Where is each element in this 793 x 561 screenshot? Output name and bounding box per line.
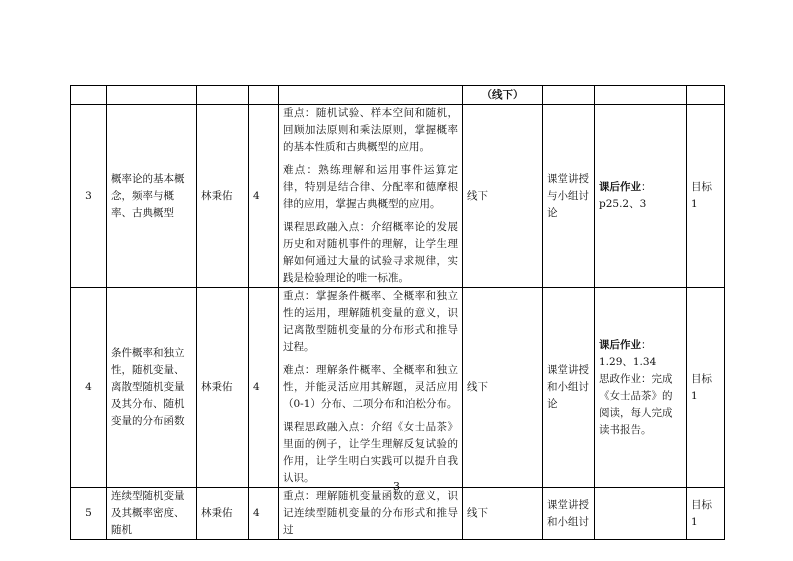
table-row <box>71 288 725 488</box>
cell-empty <box>197 86 249 105</box>
content-cell <box>279 488 463 540</box>
teacher-cell: 林秉佑 <box>197 288 249 488</box>
method-cell: 课堂讲授与小组讨论 <box>543 105 595 288</box>
row-number: 3 <box>71 105 107 288</box>
key-points: 重点：随机试验、样本空间和随机，回顾加法原则和乘法原则，掌握概率的基本性质和古典概型的应用。 <box>283 107 458 153</box>
content-cell <box>279 288 463 488</box>
table-header-row <box>71 86 725 105</box>
hours-cell: 4 <box>249 288 279 488</box>
row-number: 5 <box>71 488 107 540</box>
table-row <box>71 105 725 288</box>
cell-empty <box>249 86 279 105</box>
mode-cell: 线下 <box>463 288 543 488</box>
hours-cell: 4 <box>249 488 279 540</box>
ideological-points: 课程思政融入点：介绍《女士品茶》里面的例子，让学生理解反复试验的作用，让学生明白实践可以提升自我认识。 <box>283 421 458 484</box>
hours-cell: 4 <box>249 105 279 288</box>
homework-text: ：1.29、1.34 <box>599 338 657 368</box>
cell-empty <box>687 86 725 105</box>
key-points: 重点：掌握条件概率、全概率和独立性的运用，理解随机变量的意义，识记离散型随机变量的分布形式和推导过程。 <box>283 290 458 353</box>
homework-label: 课后作业 <box>599 338 641 351</box>
cell-empty <box>107 86 197 105</box>
difficult-points: 难点：理解条件概率、全概率和独立性，并能灵活应用其解题，灵活应用（0-1）分布、二项分布和泊松分布。 <box>283 364 458 410</box>
topic-cell: 连续型随机变量及其概率密度、随机 <box>107 488 197 540</box>
method-cell: 课堂讲授和小组讨 <box>543 488 595 540</box>
goal-cell: 目标 1 <box>687 488 725 540</box>
cell-empty <box>543 86 595 105</box>
content-cell <box>279 105 463 288</box>
topic-cell: 条件概率和独立性，随机变量、离散型随机变量及其分布、随机变量的分布函数 <box>107 288 197 488</box>
mode-cell: 线下 <box>463 105 543 288</box>
goal-cell: 目标 1 <box>687 288 725 488</box>
course-schedule-table <box>70 85 725 540</box>
homework-extra: 思政作业：完成《女士品茶》的阅读，每人完成读书报告。 <box>599 372 673 436</box>
topic-cell: 概率论的基本概念，频率与概率、古典概型 <box>107 105 197 288</box>
table-row <box>71 488 725 540</box>
teacher-cell: 林秉佑 <box>197 105 249 288</box>
homework-cell <box>595 288 687 488</box>
key-points: 重点：理解随机变量函数的意义，识记连续型随机变量的分布形式和推导过 <box>283 490 458 536</box>
homework-label: 课后作业 <box>599 181 641 193</box>
row-number: 4 <box>71 288 107 488</box>
method-cell: 课堂讲授和小组讨论 <box>543 288 595 488</box>
difficult-points: 难点：熟练理解和运用事件运算定律，特别是结合律、分配率和德摩根律的应用，掌握古典概型的应用。 <box>283 164 458 210</box>
cell-empty <box>279 86 463 105</box>
teacher-cell: 林秉佑 <box>197 488 249 540</box>
ideological-points: 课程思政融入点：介绍概率论的发展历史和对随机事件的理解，让学生理解如何通过大量的试验寻求规律，实践是检验理论的唯一标准。 <box>283 221 458 284</box>
homework-text: ：p25.2、3 <box>599 181 652 210</box>
page-number: 3 <box>393 480 400 493</box>
homework-cell <box>595 488 687 540</box>
cell-empty <box>595 86 687 105</box>
goal-cell: 目标 1 <box>687 105 725 288</box>
homework-cell <box>595 105 687 288</box>
mode-header-cell: （线下） <box>463 86 543 105</box>
cell-empty <box>71 86 107 105</box>
mode-cell: 线下 <box>463 488 543 540</box>
